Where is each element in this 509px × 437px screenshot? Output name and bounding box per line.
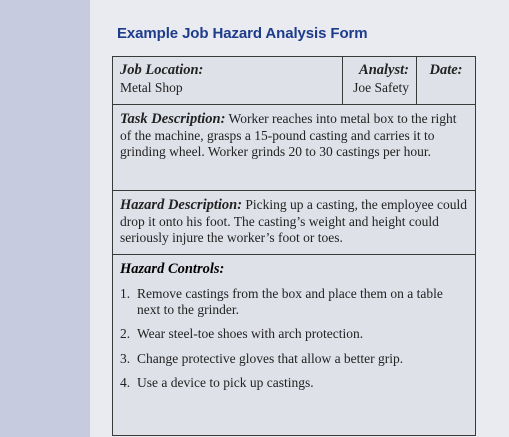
- job-location-label: Job Location:: [120, 62, 204, 78]
- task-description-row: [113, 105, 475, 191]
- list-item-number: 1.: [120, 286, 131, 301]
- list-item-text: Change protective gloves that allow a better grip.: [137, 350, 404, 366]
- task-description-label: Task Description:: [120, 111, 226, 127]
- job-location-value: Metal Shop: [120, 80, 183, 95]
- hazard-controls-list: [120, 286, 467, 391]
- list-item-text: Wear steel-toe shoes with arch protection.: [137, 326, 364, 341]
- list-item: [120, 326, 467, 342]
- date-label: Date:: [429, 62, 463, 78]
- job-location-cell: [113, 57, 343, 104]
- date-cell: [417, 57, 475, 104]
- hazard-controls-label: Hazard Controls:: [120, 261, 225, 277]
- list-item: [120, 375, 467, 391]
- form-title: Example Job Hazard Analysis Form: [117, 25, 368, 42]
- task-description-text: Worker reaches into metal box to the right of the machine, grasps a 15-pound casting and carries it to grinding wheel. Worker grinds 20 to 30 castings per hour.: [120, 111, 457, 159]
- hazard-description-text: Picking up a casting, the employee could drop it onto his foot. The casting’s weight and height could seriously injure the worker’s foot or toes.: [120, 197, 467, 245]
- hazard-description-label: Hazard Description:: [120, 197, 243, 213]
- list-item: [120, 351, 467, 367]
- analyst-value: Joe Safety: [353, 80, 409, 95]
- job-hazard-analysis-form: [112, 56, 476, 436]
- list-item-text: Use a device to pick up castings.: [137, 375, 314, 390]
- list-item: [120, 286, 467, 317]
- header-row: [113, 57, 475, 105]
- analyst-cell: [343, 57, 417, 104]
- list-item-number: 3.: [120, 350, 131, 366]
- left-side-band: [0, 0, 90, 437]
- analyst-label: Analyst:: [359, 62, 409, 78]
- hazard-description-row: [113, 191, 475, 255]
- list-item-number: 2.: [120, 326, 131, 341]
- list-item-text: Remove castings from the box and place them on a table next to the grinder.: [137, 286, 443, 317]
- list-item-number: 4.: [120, 375, 131, 390]
- hazard-controls-row: [113, 255, 475, 435]
